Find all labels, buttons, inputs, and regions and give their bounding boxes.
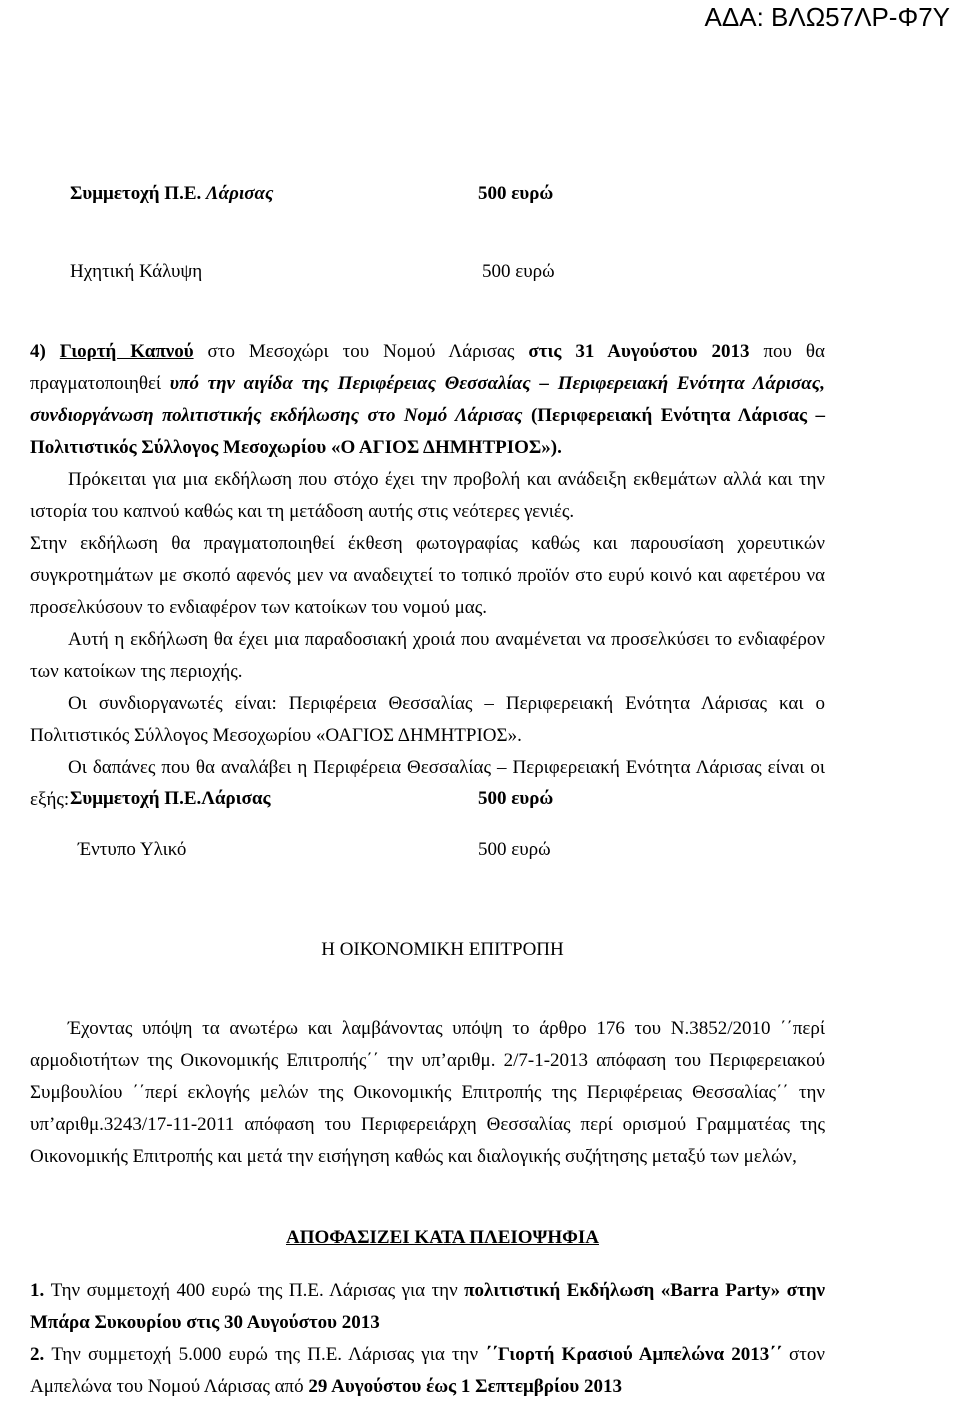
budget-row-participation-2: [70, 783, 930, 815]
paragraph: Αυτή η εκδήλωση θα έχει μια παραδοσιακή χροιά που αναμένεται να προσελκύσει το ενδιαφέρον των κατοίκων της περιοχής.: [30, 629, 825, 682]
committee-title: Η ΟΙΚΟΝΟΜΙΚΗ ΕΠΙΤΡΟΠΗ: [321, 939, 564, 960]
budget-amount: 500 ευρώ: [478, 839, 551, 860]
paragraph: Οι δαπάνες που θα αναλάβει η Περιφέρεια Θεσσαλίας – Περιφερειακή Ενότητα Λάρισας είναι οι εξής:: [30, 757, 825, 810]
item-4-intro: 4) Γιορτή Καπνού στο Μεσοχώρι του Νομού Λάρισας στις 31 Αυγούστου 2013 που θα πραγματοποιηθεί υπό την αιγίδα της Περιφέρειας Θεσσαλίας – Περιφερειακή Ενότητα Λάρισας, συνδιοργάνωση πολιτιστικής εκδήλωσης στο Νομό Λάρισας (Περιφερειακή Ενότητα Λάρισας – Πολιτιστικός Σύλλογος Μεσοχωρίου «Ο ΑΓΙΟΣ ΔΗΜΗΤΡΙΟΣ»).: [30, 341, 825, 458]
paragraph: Στην εκδήλωση θα πραγματοποιηθεί έκθεση φωτογραφίας καθώς και παρουσίαση χορευτικών συγκροτημάτων με σκοπό αφενός μεν να αναδειχτεί το τοπικό προϊόν στο ευρύ κοινό και αφετέρου να προσελκύσουν το ενδιαφέρον των κατοίκων του νομού μας.: [30, 533, 825, 618]
budget-row-participation: [70, 178, 930, 210]
budget-label: Συμμετοχή Π.Ε.Λάρισας: [70, 788, 271, 809]
preamble: Έχοντας υπόψη τα ανωτέρω και λαμβάνοντας υπόψη το άρθρο 176 του Ν.3852/2010 ΄΄περί αρμοδιοτήτων της Οικονομικής Επιτροπής΄΄ την υπ’αριθμ. 2/7-1-2013 απόφαση του Περιφερειακού Συμβουλίου ΄΄περί εκλογής μελών της Οικονομικής Επιτροπής της Περιφέρειας Θεσσαλίας΄΄ την υπ’αριθμ.3243/17-11-2011 απόφαση του Περιφερειάρχη Θεσσαλίας περί ορισμού Γραμματέας της Οικονομικής Επιτροπής και μετά την εισήγηση καθώς και διαλογικής συζήτησης μεταξύ των μελών,: [30, 1018, 825, 1167]
budget-row-sound: [70, 256, 930, 288]
preamble-section: [30, 1013, 825, 1173]
paragraph: Πρόκειται για μια εκδήλωση που στόχο έχει την προβολή και ανάδειξη εκθεμάτων αλλά και την ιστορία του καπνού καθώς και τη μετάδοση αυτής στις νεότερες γενιές.: [30, 469, 825, 522]
decision-item-2: 2. Την συμμετοχή 5.000 ευρώ της Π.Ε. Λάρισας για την ΄΄Γιορτή Κρασιού Αμπελώνα 2013΄΄ στον Αμπελώνα του Νομού Λάρισας από 29 Αυγούστου έως 1 Σεπτεμβρίου 2013: [30, 1344, 826, 1397]
budget-amount: 500 ευρώ: [478, 788, 554, 809]
budget-label: Ηχητική Κάλυψη: [70, 261, 203, 282]
decision-title: ΑΠΟΦΑΣΙΖΕΙ ΚΑΤΑ ΠΛΕΙΟΨΗΦΙΑ: [285, 1227, 600, 1248]
item-4-section: [30, 336, 825, 816]
paragraph: Οι συνδιοργανωτές είναι: Περιφέρεια Θεσσαλίας – Περιφερειακή Ενότητα Λάρισας και ο Πολιτιστικός Σύλλογος Μεσοχωρίου «ΟΑΓΙΟΣ ΔΗΜΗΤΡΙΟΣ».: [30, 693, 825, 746]
budget-amount: 500 ευρώ: [478, 183, 554, 204]
budget-row-print: [70, 834, 930, 866]
budget-label: Συμμετοχή Π.Ε. Λάρισας: [70, 183, 274, 204]
decision-items: [30, 1275, 825, 1403]
decision-item-1: 1. Την συμμετοχή 400 ευρώ της Π.Ε. Λάρισας για την πολιτιστική Εκδήλωση «Barra Party» στην Μπάρα Συκουρίου στις 30 Αυγούστου 2013: [30, 1280, 825, 1333]
budget-amount: 500 ευρώ: [482, 261, 555, 282]
event-name: Γιορτή Καπνού: [59, 341, 194, 362]
ada-code: ΑΔΑ: ΒΛΩ57ΛΡ-Φ7Υ: [704, 2, 950, 32]
budget-label: Έντυπο Υλικό: [78, 839, 187, 860]
